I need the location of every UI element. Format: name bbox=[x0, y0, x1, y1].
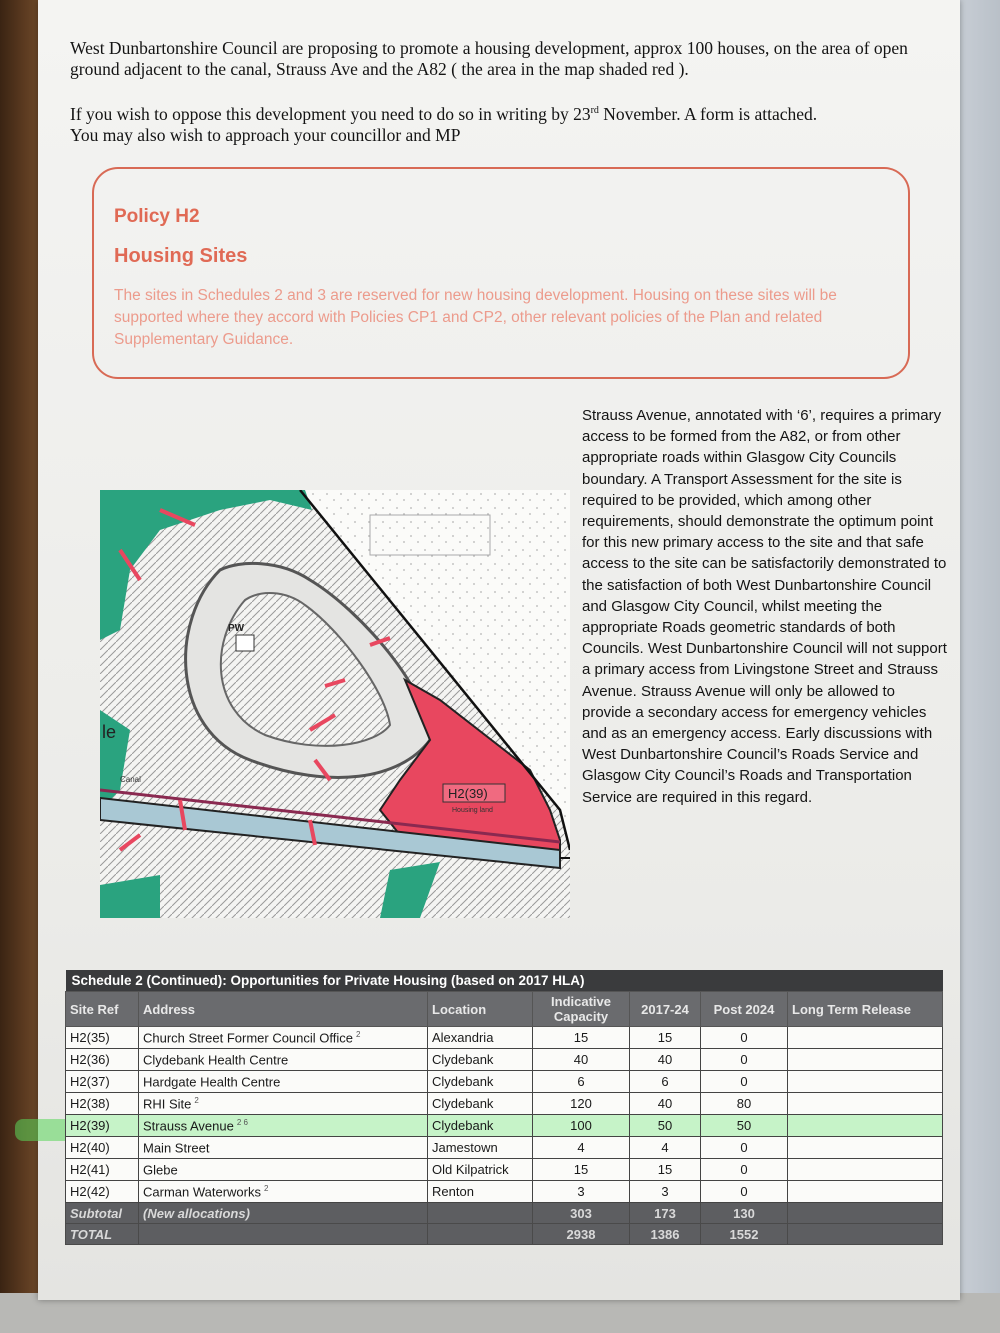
footnote: 2 bbox=[194, 1095, 199, 1105]
cell-ref: H2(39) bbox=[66, 1115, 139, 1137]
cell-address bbox=[139, 1071, 428, 1093]
total-row bbox=[66, 1224, 943, 1245]
cell-ref: H2(38) bbox=[66, 1093, 139, 1115]
table-row bbox=[66, 1159, 943, 1181]
table-row bbox=[66, 1049, 943, 1071]
cell-address bbox=[139, 1093, 428, 1115]
cell-ref: H2(36) bbox=[66, 1049, 139, 1071]
policy-title: Policy H2 bbox=[114, 206, 200, 227]
cell-post-2024: 0 bbox=[701, 1049, 788, 1071]
cell-capacity: 6 bbox=[533, 1071, 630, 1093]
cell-long-term bbox=[788, 1115, 943, 1137]
cell-2017-24: 40 bbox=[630, 1093, 701, 1115]
footnote: 2 bbox=[263, 1183, 269, 1193]
subtotal-location bbox=[428, 1203, 533, 1224]
subtotal-row bbox=[66, 1203, 943, 1224]
cell-ref: H2(37) bbox=[66, 1071, 139, 1093]
cell-post-2024: 0 bbox=[701, 1181, 788, 1203]
cell-long-term bbox=[788, 1071, 943, 1093]
subtotal-note: (New allocations) bbox=[139, 1203, 428, 1224]
deadline-text-end: November. A form is attached. bbox=[598, 103, 818, 124]
schedule-table-wrapper bbox=[65, 970, 943, 1245]
address-text: Main Street bbox=[143, 1140, 210, 1156]
cell-capacity: 15 bbox=[533, 1159, 630, 1181]
intro-paragraph-1: West Dunbartonshire Council are proposing to promote a housing development, approx 100 houses, on the area of open ground adjacent to the canal, Strauss Ave and the A82 ( the area in the map shaded red ). bbox=[70, 38, 908, 79]
footnote: 2 6 bbox=[236, 1117, 248, 1127]
schedule-table bbox=[65, 970, 943, 1245]
cell-address bbox=[139, 1027, 428, 1049]
cell-2017-24: 6 bbox=[630, 1071, 701, 1093]
cell-address bbox=[139, 1049, 428, 1071]
table-row bbox=[66, 1071, 943, 1093]
cell-ref: H2(41) bbox=[66, 1159, 139, 1181]
cell-long-term bbox=[788, 1049, 943, 1071]
col-2017-24: 2017-24 bbox=[630, 992, 701, 1027]
map-canal-label: Canal bbox=[120, 775, 141, 784]
col-capacity: Indicative Capacity bbox=[533, 992, 630, 1027]
background-wall bbox=[955, 0, 1000, 1333]
cell-post-2024: 0 bbox=[701, 1137, 788, 1159]
cell-ref: H2(35) bbox=[66, 1027, 139, 1049]
policy-subtitle: Housing Sites bbox=[114, 245, 248, 267]
col-site-ref: Site Ref bbox=[66, 992, 139, 1027]
cell-capacity: 100 bbox=[533, 1115, 630, 1137]
site-description: Strauss Avenue, annotated with ‘6’, requires a primary access to be formed from the A82, or from other appropriate roads within Glasgow City Councils boundary. A Transport Assessment for the site is required to be provided, which among other requirements, should demonstrate the optimum point for this new primary access to the site and that safe access to the site can be satisfactorily demonstrated to the satisfaction of both West Dunbartonshire Council and Glasgow City Council, whilst meeting the appropriate Roads geometric standards of both Councils. West Dunbartonshire Council will not support a primary access from Livingstone Street and Strauss Avenue. Strauss Avenue will only be allowed to provide a secondary access for emergency vehicles and as an emergency access. Early discussions with West Dunbartonshire Council’s Roads Service and Glasgow City Council’s Roads and Transportation Service are required in this regard. bbox=[582, 407, 947, 806]
cell-2017-24: 15 bbox=[630, 1027, 701, 1049]
cell-address bbox=[139, 1159, 428, 1181]
cell-long-term bbox=[788, 1181, 943, 1203]
cell-2017-24: 40 bbox=[630, 1049, 701, 1071]
map-edge-label: le bbox=[102, 722, 117, 742]
cell-capacity: 3 bbox=[533, 1181, 630, 1203]
table-row-highlighted bbox=[66, 1115, 943, 1137]
cell-location: Alexandria bbox=[428, 1027, 533, 1049]
cell-location: Jamestown bbox=[428, 1137, 533, 1159]
date-ordinal: rd bbox=[590, 105, 599, 116]
table-row bbox=[66, 1137, 943, 1159]
subtotal-2017-24: 173 bbox=[630, 1203, 701, 1224]
col-post-2024: Post 2024 bbox=[701, 992, 788, 1027]
cell-location: Clydebank bbox=[428, 1093, 533, 1115]
cell-2017-24: 15 bbox=[630, 1159, 701, 1181]
cell-address bbox=[139, 1181, 428, 1203]
cell-location: Clydebank bbox=[428, 1071, 533, 1093]
cell-long-term bbox=[788, 1093, 943, 1115]
deadline-text-start: If you wish to oppose this development you need to do so in writing by 23 bbox=[70, 103, 591, 124]
cell-2017-24: 3 bbox=[630, 1181, 701, 1203]
total-post-2024: 1552 bbox=[701, 1224, 788, 1245]
cell-capacity: 15 bbox=[533, 1027, 630, 1049]
total-address bbox=[139, 1224, 428, 1245]
cell-location: Clydebank bbox=[428, 1115, 533, 1137]
map-pw-label: PW bbox=[228, 623, 245, 634]
table-header-row bbox=[66, 992, 943, 1027]
cell-post-2024: 0 bbox=[701, 1027, 788, 1049]
col-location: Location bbox=[428, 992, 533, 1027]
address-text: RHI Site bbox=[143, 1096, 192, 1112]
address-text: Glebe bbox=[143, 1162, 178, 1178]
address-text: Clydebank Health Centre bbox=[143, 1052, 289, 1068]
subtotal-long-term bbox=[788, 1203, 943, 1224]
total-long-term bbox=[788, 1224, 943, 1245]
cell-location: Old Kilpatrick bbox=[428, 1159, 533, 1181]
col-address: Address bbox=[139, 992, 428, 1027]
site-map bbox=[100, 490, 570, 918]
intro-paragraph-3: You may also wish to approach your councillor and MP bbox=[70, 124, 461, 145]
address-text: Strauss Avenue bbox=[143, 1118, 234, 1134]
table-row bbox=[66, 1093, 943, 1115]
cell-post-2024: 0 bbox=[701, 1071, 788, 1093]
total-capacity: 2938 bbox=[533, 1224, 630, 1245]
map-drawing bbox=[100, 490, 570, 918]
map-site-label: H2(39) bbox=[448, 786, 488, 801]
cell-ref: H2(42) bbox=[66, 1181, 139, 1203]
cell-2017-24: 50 bbox=[630, 1115, 701, 1137]
table-caption: Schedule 2 (Continued): Opportunities for Private Housing (based on 2017 HLA) bbox=[66, 970, 943, 992]
cell-location: Clydebank bbox=[428, 1049, 533, 1071]
cell-post-2024: 0 bbox=[701, 1159, 788, 1181]
cell-ref: H2(40) bbox=[66, 1137, 139, 1159]
map-site-sublabel: Housing land bbox=[452, 807, 493, 814]
footnote: 2 bbox=[356, 1029, 361, 1039]
address-text: Hardgate Health Centre bbox=[143, 1074, 281, 1090]
cell-post-2024: 50 bbox=[701, 1115, 788, 1137]
cell-capacity: 120 bbox=[533, 1093, 630, 1115]
table-row bbox=[66, 1027, 943, 1049]
table-row bbox=[66, 1181, 943, 1203]
table-caption-row bbox=[66, 970, 943, 992]
cell-post-2024: 80 bbox=[701, 1093, 788, 1115]
total-location bbox=[428, 1224, 533, 1245]
cell-address bbox=[139, 1115, 428, 1137]
intro-paragraph-2 bbox=[70, 100, 910, 125]
total-label: TOTAL bbox=[66, 1224, 139, 1245]
map-church-building bbox=[236, 635, 254, 651]
total-2017-24: 1386 bbox=[630, 1224, 701, 1245]
col-long-term: Long Term Release bbox=[788, 992, 943, 1027]
cell-capacity: 4 bbox=[533, 1137, 630, 1159]
address-text: Church Street Former Council Office bbox=[143, 1030, 353, 1046]
cell-long-term bbox=[788, 1027, 943, 1049]
cell-capacity: 40 bbox=[533, 1049, 630, 1071]
cell-2017-24: 4 bbox=[630, 1137, 701, 1159]
subtotal-post-2024: 130 bbox=[701, 1203, 788, 1224]
cell-address bbox=[139, 1137, 428, 1159]
intro-text bbox=[70, 38, 910, 166]
address-text: Carman Waterworks bbox=[143, 1184, 261, 1200]
cell-long-term bbox=[788, 1159, 943, 1181]
cell-long-term bbox=[788, 1137, 943, 1159]
policy-body: The sites in Schedules 2 and 3 are reserved for new housing development. Housing on these sites will be supported where they accord with Policies CP1 and CP2, other relevant policies of the Plan and related Supplementary Guidance. bbox=[114, 287, 837, 348]
cell-location: Renton bbox=[428, 1181, 533, 1203]
subtotal-label: Subtotal bbox=[66, 1203, 139, 1224]
subtotal-capacity: 303 bbox=[533, 1203, 630, 1224]
